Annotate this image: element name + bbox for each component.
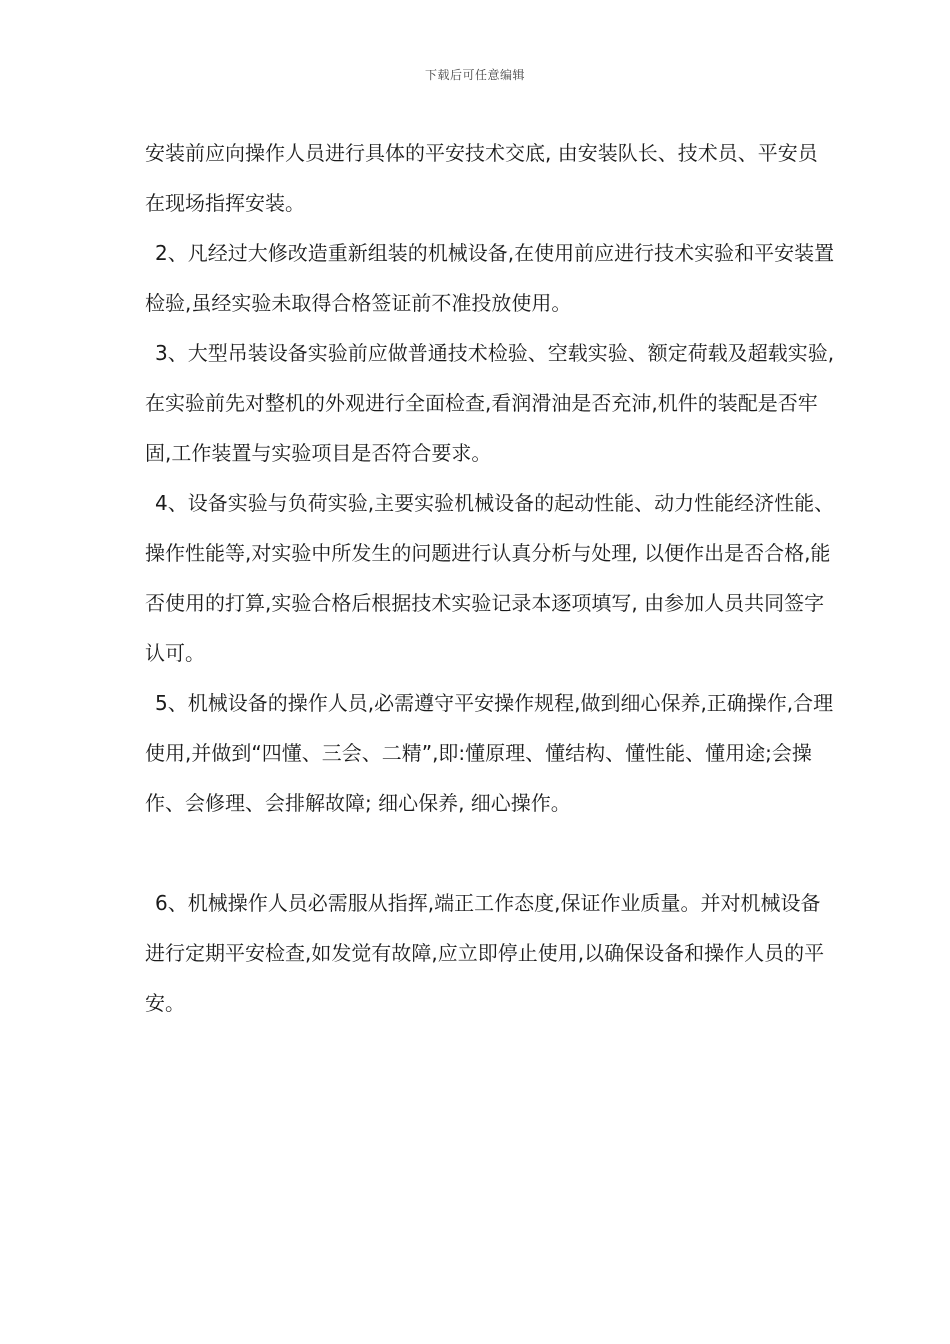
paragraph-item-5: 5、机械设备的操作人员,必需遵守平安操作规程,做到细心保养,正确操作,合理使用,并做到“四懂、三会、二精”,即:懂原理、懂结构、懂性能、懂用途;会操作、会修理、会排解故障; 细心保养, 细心操作。	[145, 691, 834, 815]
document-body	[145, 128, 835, 1028]
paragraph-item-2: 2、凡经过大修改造重新组装的机械设备,在使用前应进行技术实验和平安装置检验,虽经实验未取得合格签证前不准投放使用。	[145, 241, 835, 315]
paragraph-item-4: 4、设备实验与负荷实验,主要实验机械设备的起动性能、动力性能经济性能、操作性能等,对实验中所发生的问题进行认真分析与处理, 以便作出是否合格,能否使用的打算,实验合格后根据技术实验记录本逐项填写, 由参加人员共同签字认可。	[145, 491, 835, 665]
page-header: 下载后可任意编辑	[424, 68, 525, 82]
paragraph-item-6: 6、机械操作人员必需服从指挥,端正工作态度,保证作业质量。并对机械设备进行定期平安检查,如发觉有故障,应立即停止使用,以确保设备和操作人员的平安。	[145, 891, 825, 1015]
paragraph-item-3: 3、大型吊装设备实验前应做普通技术检验、空载实验、额定荷载及超载实验,在实验前先对整机的外观进行全面检查,看润滑油是否充沛,机件的装配是否牢固,工作装置与实验项目是否符合要求。	[145, 341, 835, 465]
paragraph-intro: 安装前应向操作人员进行具体的平安技术交底, 由安装队长、技术员、平安员在现场指挥安装。	[145, 141, 818, 215]
